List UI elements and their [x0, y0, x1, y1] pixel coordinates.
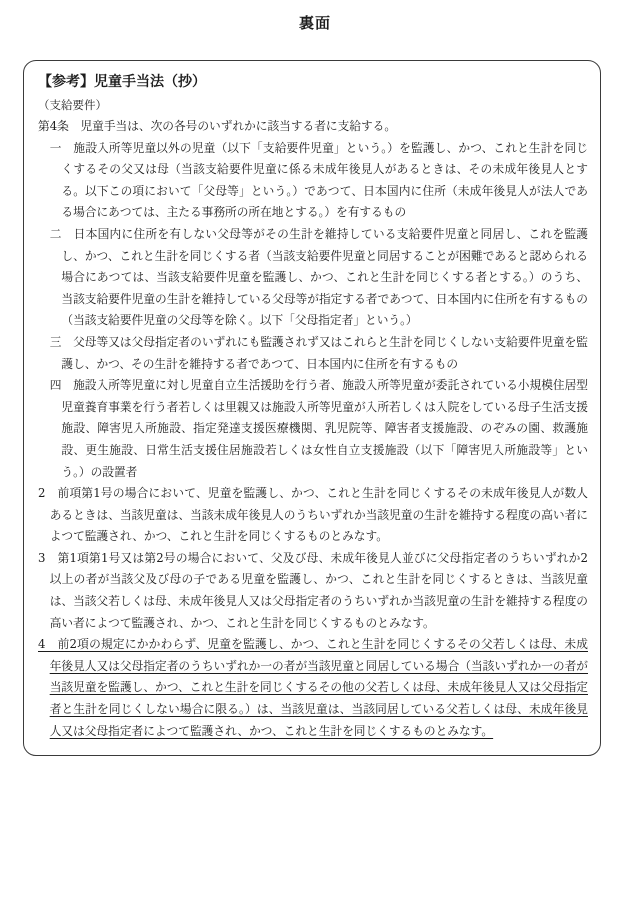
article-4-item-2: 二 日本国内に住所を有しない父母等がその生計を維持している支給要件児童と同居し、これを監護し、かつ、これと生計を同じくする者（当該支給要件児童と同居することが困難であると認められる場合にあつては、当該支給要件児童を監護し、かつ、これと生計を同じくする者とする。）のうち、当該支給要件児童の生計を維持している父母等が指定する者であつて、日本国内に住所を有するもの（当該支給要件児童の父母等を除く。以下「父母指定者」という。）: [49, 226, 588, 328]
article-4-item-3: 三 父母等又は父母指定者のいずれにも監護されず又はこれらと生計を同じくしない支給要件児童を監護し、かつ、その生計を維持する者であつて、日本国内に住所を有するもの: [49, 334, 588, 371]
page-title: 裏面: [298, 14, 331, 32]
reference-box-heading: 【参考】児童手当法（抄）: [38, 74, 206, 90]
article-4-paragraph-4-underlined: 4 前2項の規定にかかわらず、児童を監護し、かつ、これと生計を同じくするその父若しくは母、未成年後見人又は父母指定者のうちいずれか一の者が当該児童と同居している場合（当該いずれか一の者が当該児童を監護し、かつ、これと生計を同じくするその他の父若しくは母、未成年後見人又は父母指定者と生計を同じくしない場合に限る。）は、当該児童は、当該同居している父若しくは母、未成年後見人又は父母指定者によつて監護され、かつ、これと生計を同じくするものとみなす。: [38, 637, 588, 738]
article-4-item-4: 四 施設入所等児童に対し児童自立生活援助を行う者、施設入所等児童が委託されている小規模住居型児童養育事業を行う者若しくは里親又は施設入所等児童が入所若しくは入院をしている母子生活支援施設、障害児入所施設、指定発達支援医療機関、乳児院等、障害者支援施設、のぞみの園、救護施設、更生施設、日常生活支援住居施設若しくは女性自立支援施設（以下「障害児入所施設等」という。）の設置者: [49, 378, 588, 479]
article-4-paragraph-3: 3 第1項第1号又は第2号の場合において、父及び母、未成年後見人並びに父母指定者のうちいずれか2以上の者が当該父及び母の子である児童を監護し、かつ、これと生計を同じくするときは、当該児童は、当該父若しくは母、未成年後見人又は父母指定者のうちいずれか当該児童の生計を維持する程度の高い者によつて監護され、かつ、これと生計を同じくするものとみなす。: [38, 550, 588, 630]
article-4-intro: 第4条 児童手当は、次の各号のいずれかに該当する者に支給する。: [38, 119, 397, 133]
section-label: （支給要件）: [38, 98, 107, 112]
article-4-paragraph-2: 2 前項第1号の場合において、児童を監護し、かつ、これと生計を同じくするその未成年後見人が数人あるときは、当該児童は、当該未成年後見人のうちいずれか当該児童の生計を維持する程度の高い者によつて監護され、かつ、これと生計を同じくするものとみなす。: [38, 486, 588, 544]
law-text-body: [38, 116, 588, 742]
article-4-item-1: 一 施設入所等児童以外の児童（以下「支給要件児童」という。）を監護し、かつ、これと生計を同じくするその父又は母（当該支給要件児童に係る未成年後見人があるときは、その未成年後見人とする。以下この項において「父母等」という。）であつて、日本国内に住所（未成年後見人が法人である場合にあつては、主たる事務所の所在地とする。）を有するもの: [49, 140, 588, 220]
reference-law-box: [23, 60, 601, 756]
